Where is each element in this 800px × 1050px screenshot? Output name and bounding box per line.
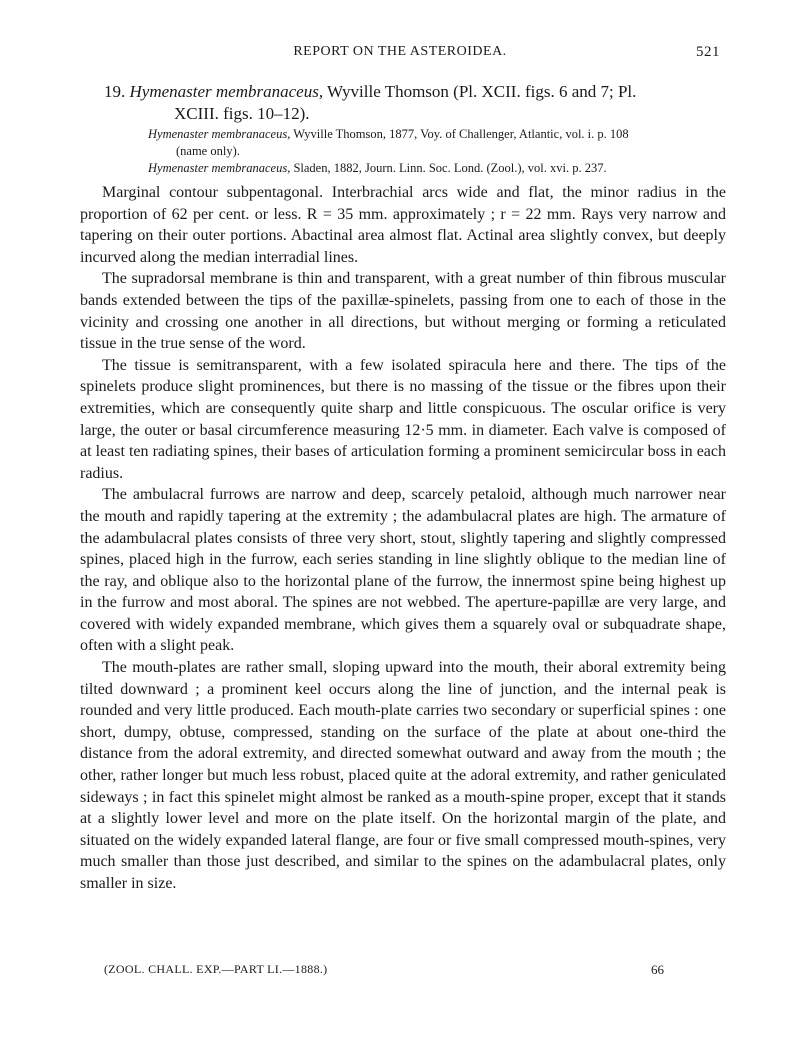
species-authority: Wyville Thomson (Pl. XCII. figs. 6 and 7; Pl. <box>323 82 637 101</box>
footer-note: (ZOOL. CHALL. EXP.—PART LI.—1888.) <box>104 962 328 976</box>
running-title: REPORT ON THE ASTEROIDEA. <box>293 44 507 59</box>
signature-mark: 66 <box>651 962 664 977</box>
species-heading <box>104 81 720 125</box>
synonym-entry <box>148 126 723 160</box>
page-number: 521 <box>696 44 720 60</box>
species-number: 19. <box>104 82 126 101</box>
description-body <box>80 182 726 895</box>
synonym-citation: Sladen, 1882, Journ. Linn. Soc. Lond. (Zool.), vol. xvi. p. 237. <box>290 161 607 175</box>
species-plates: XCIII. figs. 10–12). <box>174 104 310 123</box>
paragraph-tissue: The tissue is semitransparent, with a few isolated spiracula here and there. The tips of the spinelets produce slight prominences, but there is no massing of the tissue or the fibres upon their extremities, which are consequently quite sharp and little conspicuous. The oscular orifice is very large, the outer or basal circumference measuring 12·5 mm. in diameter. Each valve is composed of at least ten radiating spines, their bases of articulation forming a prominent semicircular boss in each radius. <box>80 356 726 482</box>
running-head <box>80 44 720 64</box>
paragraph-supradorsal-membrane: The supradorsal membrane is thin and transparent, with a great number of thin fibrous muscular bands extended between the tips of the paxillæ-spinelets, passing from one to each of those in the vicinity and crossing one another in all directions, but without merging or forming a reticulated tissue in the true sense of the word. <box>80 270 726 353</box>
synonym-name: Hymenaster membranaceus, <box>148 161 291 175</box>
synonym-entry <box>148 160 723 177</box>
species-binomial: Hymenaster membranaceus, <box>129 82 324 101</box>
paragraph-mouth-plates: The mouth-plates are rather small, sloping upward into the mouth, their aboral extremity being tilted downward ; a prominent keel occurs along the line of junction, and the internal peak is rounded and very little produced. Each mouth-plate carries two secondary or superficial spines : one short, dumpy, obtuse, compressed, standing on the surface of the plate at about one-third the distance from the adoral extremity, and directed somewhat outward and away from the mouth ; the other, rather longer but much less robust, placed quite at the adoral extremity, and rather geniculated sideways ; in fact this spinelet might almost be ranked as a mouth-spine proper, except that it stands at a slightly lower level and more on the plate itself. On the horizontal margin of the plate, and situated on the widely expanded lateral flange, are four or five small compressed mouth-spines, very much smaller than those just described, and similar to the spines on the adambulacral plates, only smaller in size. <box>80 659 726 892</box>
page-footer <box>104 962 664 980</box>
synonym-name: Hymenaster membranaceus, <box>148 127 291 141</box>
paragraph-marginal-contour: Marginal contour subpentagonal. Interbrachial arcs wide and flat, the minor radius in the proportion of 62 per cent. or less. R = 35 mm. approximately ; r = 22 mm. Rays very narrow and tapering on their outer portions. Abactinal area almost flat. Actinal area slightly convex, but deeply incurved along the median interradial lines. <box>80 184 726 266</box>
synonym-citation-continued: (name only). <box>176 144 240 158</box>
synonym-citation: Wyville Thomson, 1877, Voy. of Challenger, Atlantic, vol. i. p. 108 <box>290 127 629 141</box>
synonymy-list <box>148 126 723 177</box>
paragraph-ambulacral-furrows: The ambulacral furrows are narrow and deep, scarcely petaloid, although much narrower near the mouth and rapidly tapering at the extremity ; the adambulacral plates are high. The armature of the adambulacral plates consists of three very short, stout, slightly tapering and slightly compressed spines, placed high in the furrow, each series standing in line slightly oblique to the median line of the ray, and oblique also to the horizontal plane of the furrow, the innermost spine being highest up in the furrow and most aboral. The spines are not webbed. The aperture-papillæ are very large, and covered with widely expanded membrane, which gives them a squarely oval or subquadrate shape, often with a slight peak. <box>80 486 726 655</box>
